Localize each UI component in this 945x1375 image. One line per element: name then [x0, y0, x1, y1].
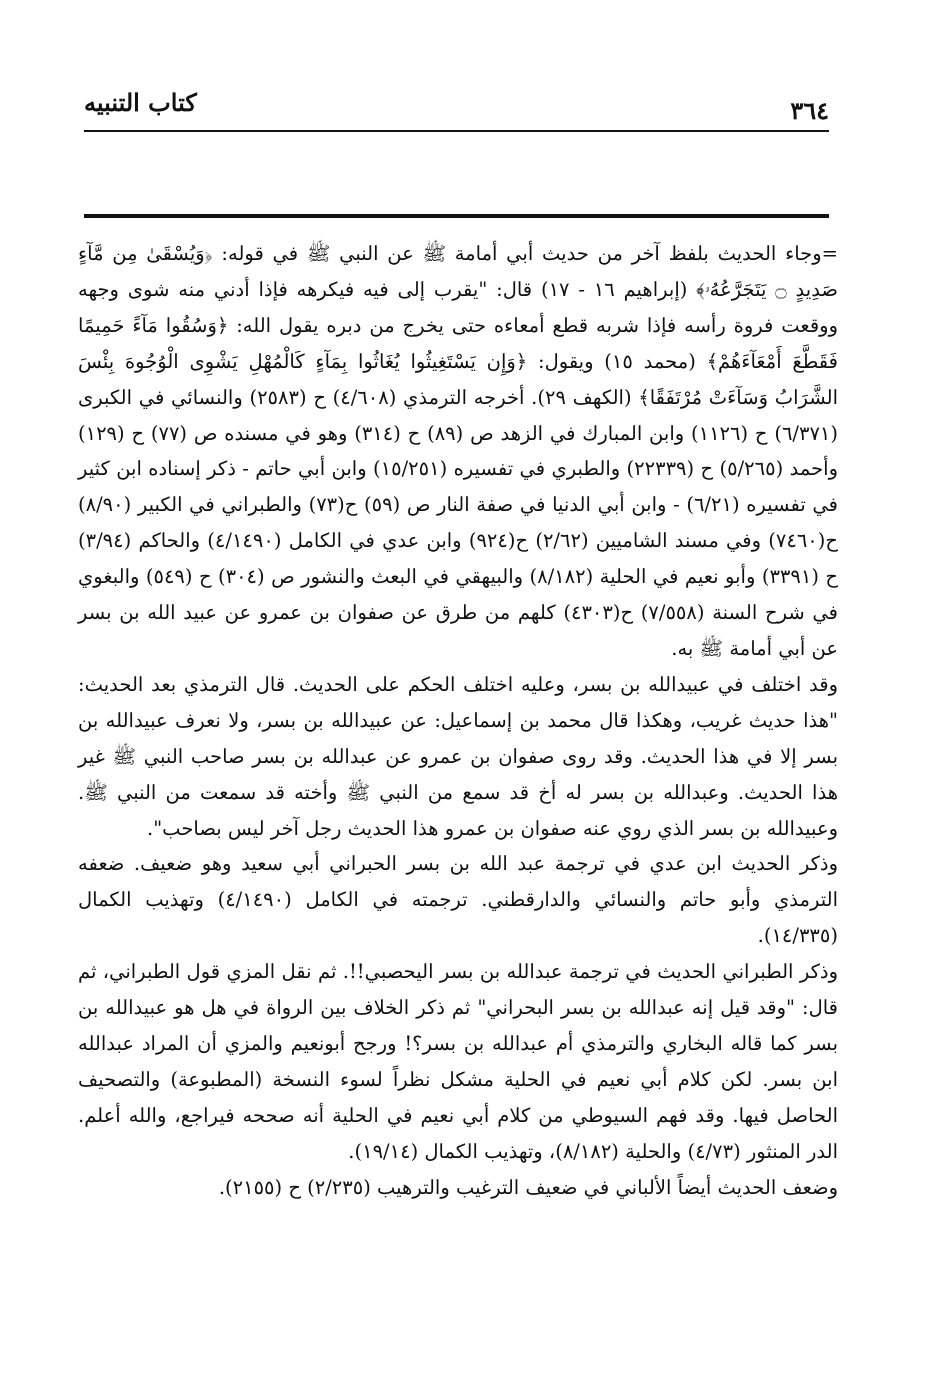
page-number: ٣٦٤ — [790, 96, 829, 125]
footnote-paragraph: وذكر الطبراني الحديث في ترجمة عبدالله بن بسر اليحصبي!!. ثم نقل المزي قول الطبراني، ثم قال: "وقد قيل إنه عبدالله بن بسر البحراني" ثم ذكر الخلاف بين الرواة في هل هو عبيدالله بن بسر كما قاله البخاري والترمذي أم عبدالله بن بسر؟! ورجح أبونعيم والمزي أن المراد عبدالله ابن بسر. لكن كلام أبي نعيم في الحلية مشكل نظراً لسوء النسخة (المطبوعة) والتصحيف الحاصل فيها. وقد فهم السيوطي من كلام أبي نعيم في الحلية أنه صححه فيراجع، والله أعلم. الدر المنثور (٤/٧٣) والحلية (٨/١٨٢)، وتهذيب الكمال (١٩/١٤). — [78, 960, 838, 1163]
book-title: كتاب التنبيه — [84, 88, 197, 117]
footnote-body — [78, 236, 838, 1205]
footnote-paragraph: وضعف الحديث أيضاً الألباني في ضعيف الترغيب والترهيب (٢/٢٣٥) ح (٢١٥٥). — [218, 1175, 838, 1199]
footnote-separator-rule — [84, 214, 829, 218]
footnote-paragraph: وذكر الحديث ابن عدي في ترجمة عبد الله بن بسر الحبراني أبي سعيد وهو ضعيف. ضعفه الترمذي وأبو حاتم والنسائي والدارقطني. ترجمته في الكامل (٤/١٤٩٠) وتهذيب الكمال (١٤/٣٣٥). — [78, 852, 838, 948]
footnote-paragraph: وقد اختلف في عبيدالله بن بسر، وعليه اختلف الحكم على الحديث. قال الترمذي بعد الحديث: "هذا حديث غريب، وهكذا قال محمد بن إسماعيل: عن عبيدالله بن بسر، ولا نعرف عبيدالله بن بسر إلا في هذا الحديث. وقد روى صفوان بن عمرو عن عبدالله بن بسر صاحب النبي ﷺ غير هذا الحديث. وعبدالله بن بسر له أخ قد سمع من النبي ﷺ وأخته قد سمعت من النبي ﷺ. وعبيدالله بن بسر الذي روي عنه صفوان بن عمرو هذا الحديث رجل آخر ليس بصاحب". — [78, 672, 838, 840]
footnote-paragraph: =وجاء الحديث بلفظ آخر من حديث أبي أمامة ﷺ عن النبي ﷺ في قوله: ﴿وَيُسْقَىٰ مِن مَّآءٍ صَدِيدٍ ۝ يَتَجَرَّعُهُۥ﴾ (إبراهيم ١٦ - ١٧) قال: "يقرب إلى فيه فيكرهه فإذا أدني منه شوى وجهه ووقعت فروة رأسه فإذا شربه قطع أمعاءه حتى يخرج من دبره يقول الله: ﴿وَسُقُوا مَآءً حَمِيمًا فَقَطَّعَ أَمْعَآءَهُمْ﴾ (محمد ١٥) ويقول: ﴿وَإِن يَسْتَغِيثُوا يُغَاثُوا بِمَآءٍ كَالْمُهْلِ يَشْوِى الْوُجُوهَ بِئْسَ الشَّرَابُ وَسَآءَتْ مُرْتَفَقًا﴾ (الكهف ٢٩). أخرجه الترمذي (٤/٦٠٨) ح (٢٥٨٣) والنسائي في الكبرى (٦/٣٧١) ح (١١٢٦) وابن المبارك في الزهد ص (٨٩) ح (٣١٤) وهو في مسنده ص (٧٧) ح (١٢٩) وأحمد (٥/٢٦٥) ح (٢٢٣٣٩) والطبري في تفسيره (١٥/٢٥١) وابن أبي حاتم - ذكر إسناده ابن كثير في تفسيره (٦/٢١) - وابن أبي الدنيا في صفة النار ص (٥٩) ح(٧٣) والطبراني في الكبير (٨/٩٠) ح(٧٤٦٠) وفي مسند الشاميين (٢/٦٢) ح(٩٢٤) وابن عدي في الكامل (٤/١٤٩٠) والحاكم (٣/٩٤) ح (٣٣٩١) وأبو نعيم في الحلية (٨/١٨٢) والبيهقي في البعث والنشور ص (٣٠٤) ح (٥٤٩) والبغوي في شرح السنة (٧/٥٥٨) ح(٤٣٠٣) كلهم من طرق عن صفوان بن عمرو عن عبيد الله بن بسر عن أبي أمامة ﷺ به. — [78, 242, 839, 660]
header-rule — [84, 130, 829, 132]
page-header — [84, 78, 829, 128]
